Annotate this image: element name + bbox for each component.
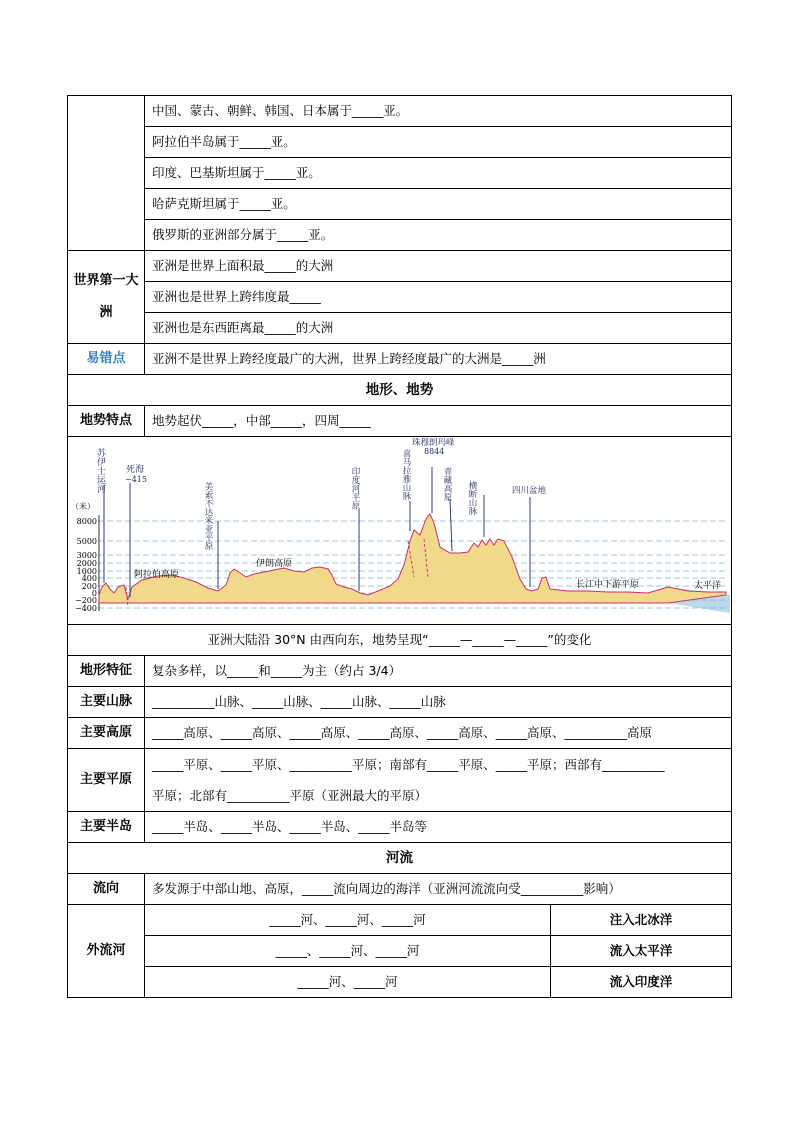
worksheet-table: [67, 95, 732, 998]
mountains-label: 主要山脉: [68, 687, 145, 718]
dead-sea-elevation: −415: [125, 475, 147, 484]
region-row: [68, 220, 732, 251]
world-first-text: 亚洲也是世界上跨纬度最_____: [145, 282, 732, 313]
world-first-text: 亚洲是世界上面积最_____的大洲: [145, 251, 732, 282]
landform-label: 地形特征: [68, 656, 145, 687]
world-first-label: 世界第一大洲: [68, 251, 145, 344]
hengduan-mountains-label: 横断山脉: [467, 481, 477, 515]
region-row: [68, 189, 732, 220]
outflow-ocean: 流入太平洋: [551, 936, 732, 967]
terrain-profile-diagram: [68, 437, 730, 621]
error-point-text: 亚洲不是世界上跨经度最广的大洲，世界上跨经度最广的大洲是_____洲: [145, 344, 732, 375]
y-tick-label: 3000: [76, 551, 97, 560]
outflow-row: [68, 967, 732, 998]
profile-figure-cell: [68, 437, 732, 625]
world-first-text: 亚洲也是东西距离最_____的大洲: [145, 313, 732, 344]
y-tick-label: −200: [75, 596, 97, 605]
world-first-row: [68, 282, 732, 313]
plateaus-text: _____高原、_____高原、_____高原、_____高原、_____高原、_____高原、__________高原: [145, 718, 732, 749]
y-tick-label: 0: [91, 589, 97, 598]
region-text: 印度、巴基斯坦属于_____亚。: [145, 158, 732, 189]
outflow-rivers: _____、_____河、_____河: [145, 936, 551, 967]
sichuan-basin-label: 四川盆地: [512, 486, 547, 496]
outflow-row: [68, 905, 732, 936]
y-tick-label: 1000: [76, 567, 97, 576]
peninsulas-label: 主要半岛: [68, 812, 145, 843]
terrain-section-header: 地形、地势: [68, 375, 732, 406]
peninsulas-row: [68, 812, 732, 843]
plateaus-label: 主要高原: [68, 718, 145, 749]
outflow-rivers: _____河、_____河、_____河: [145, 905, 551, 936]
plains-line-2: 平原；北部有__________平原（亚洲最大的平原）: [152, 788, 428, 803]
arabian-plateau-label: 阿拉伯高原: [134, 570, 180, 580]
y-tick-label: 8000: [76, 517, 97, 526]
plateaus-row: [68, 718, 732, 749]
flow-text: 多发源于中部山地、高原，_____流向周边的海洋（亚洲河流流向受__________影响）: [145, 874, 732, 905]
region-row: [68, 158, 732, 189]
flow-row: [68, 874, 732, 905]
region-row: [68, 96, 732, 127]
mesopotamia-label: 美索不达米亚平原: [203, 482, 213, 550]
y-tick-label: −400: [75, 604, 97, 613]
everest-label: 珠穆朗玛峰: [412, 438, 455, 448]
yangtze-plain-label: 长江中下游平原: [576, 580, 640, 590]
region-text: 中国、蒙古、朝鲜、韩国、日本属于_____亚。: [145, 96, 732, 127]
region-row: [68, 127, 732, 158]
region-text: 阿拉伯半岛属于_____亚。: [145, 127, 732, 158]
everest-elevation: 8844: [424, 447, 445, 456]
outflow-label: 外流河: [68, 905, 145, 998]
y-tick-label: 2000: [76, 559, 97, 568]
profile-figure-row: [68, 437, 732, 625]
y-tick-label: 400: [81, 574, 97, 583]
peninsulas-text: _____半岛、_____半岛、_____半岛、_____半岛等: [145, 812, 732, 843]
plains-line-1: _____平原、_____平原、__________平原；南部有_____平原、_____平原；西部有__________: [152, 757, 665, 772]
rivers-section-header: 河流: [68, 843, 732, 874]
outflow-row: [68, 936, 732, 967]
landform-text: 复杂多样，以_____和_____为主（约占 3/4）: [145, 656, 732, 687]
outflow-rivers: _____河、_____河: [145, 967, 551, 998]
flow-label: 流向: [68, 874, 145, 905]
terrain-trend-label: 地势特点: [68, 406, 145, 437]
suez-label: 苏伊士运河: [95, 448, 105, 493]
mountains-text: __________山脉、_____山脉、_____山脉、_____山脉: [145, 687, 732, 718]
terrain-trend-row: [68, 406, 732, 437]
dead-sea-label: 死海: [126, 465, 145, 475]
world-first-row: [68, 251, 732, 282]
profile-caption: 亚洲大陆沿 30°N 由西向东，地势呈现“_____—_____—_____”的变化: [68, 625, 732, 656]
landform-row: [68, 656, 732, 687]
error-point-row: [68, 344, 732, 375]
outflow-ocean: 流入印度洋: [551, 967, 732, 998]
terrain-trend-text: 地势起伏_____，中部_____，四周_____: [145, 406, 732, 437]
mountains-row: [68, 687, 732, 718]
y-tick-labels: [71, 501, 97, 613]
section-header-row: [68, 375, 732, 406]
pacific-label: 太平洋: [694, 581, 722, 591]
region-label-cell: [68, 96, 145, 251]
iran-plateau-label: 伊朗高原: [256, 559, 293, 569]
indus-plain-label: 印度河平原: [350, 467, 360, 510]
profile-caption-row: [68, 625, 732, 656]
himalaya-label: 喜马拉雅山脉: [401, 449, 411, 500]
plains-label: 主要平原: [68, 749, 145, 812]
tibet-plateau-label: 青藏高原: [442, 467, 452, 501]
tibet-arrow: [450, 499, 452, 551]
plains-text: [145, 749, 732, 812]
y-tick-label: 200: [81, 582, 97, 591]
y-axis-unit: （米）: [71, 502, 95, 511]
y-tick-label: 5000: [76, 537, 97, 546]
plains-row: [68, 749, 732, 812]
region-text: 哈萨克斯坦属于_____亚。: [145, 189, 732, 220]
section-header-row: [68, 843, 732, 874]
outflow-ocean: 注入北冰洋: [551, 905, 732, 936]
world-first-row: [68, 313, 732, 344]
region-text: 俄罗斯的亚洲部分属于_____亚。: [145, 220, 732, 251]
error-point-label: 易错点: [68, 344, 145, 375]
